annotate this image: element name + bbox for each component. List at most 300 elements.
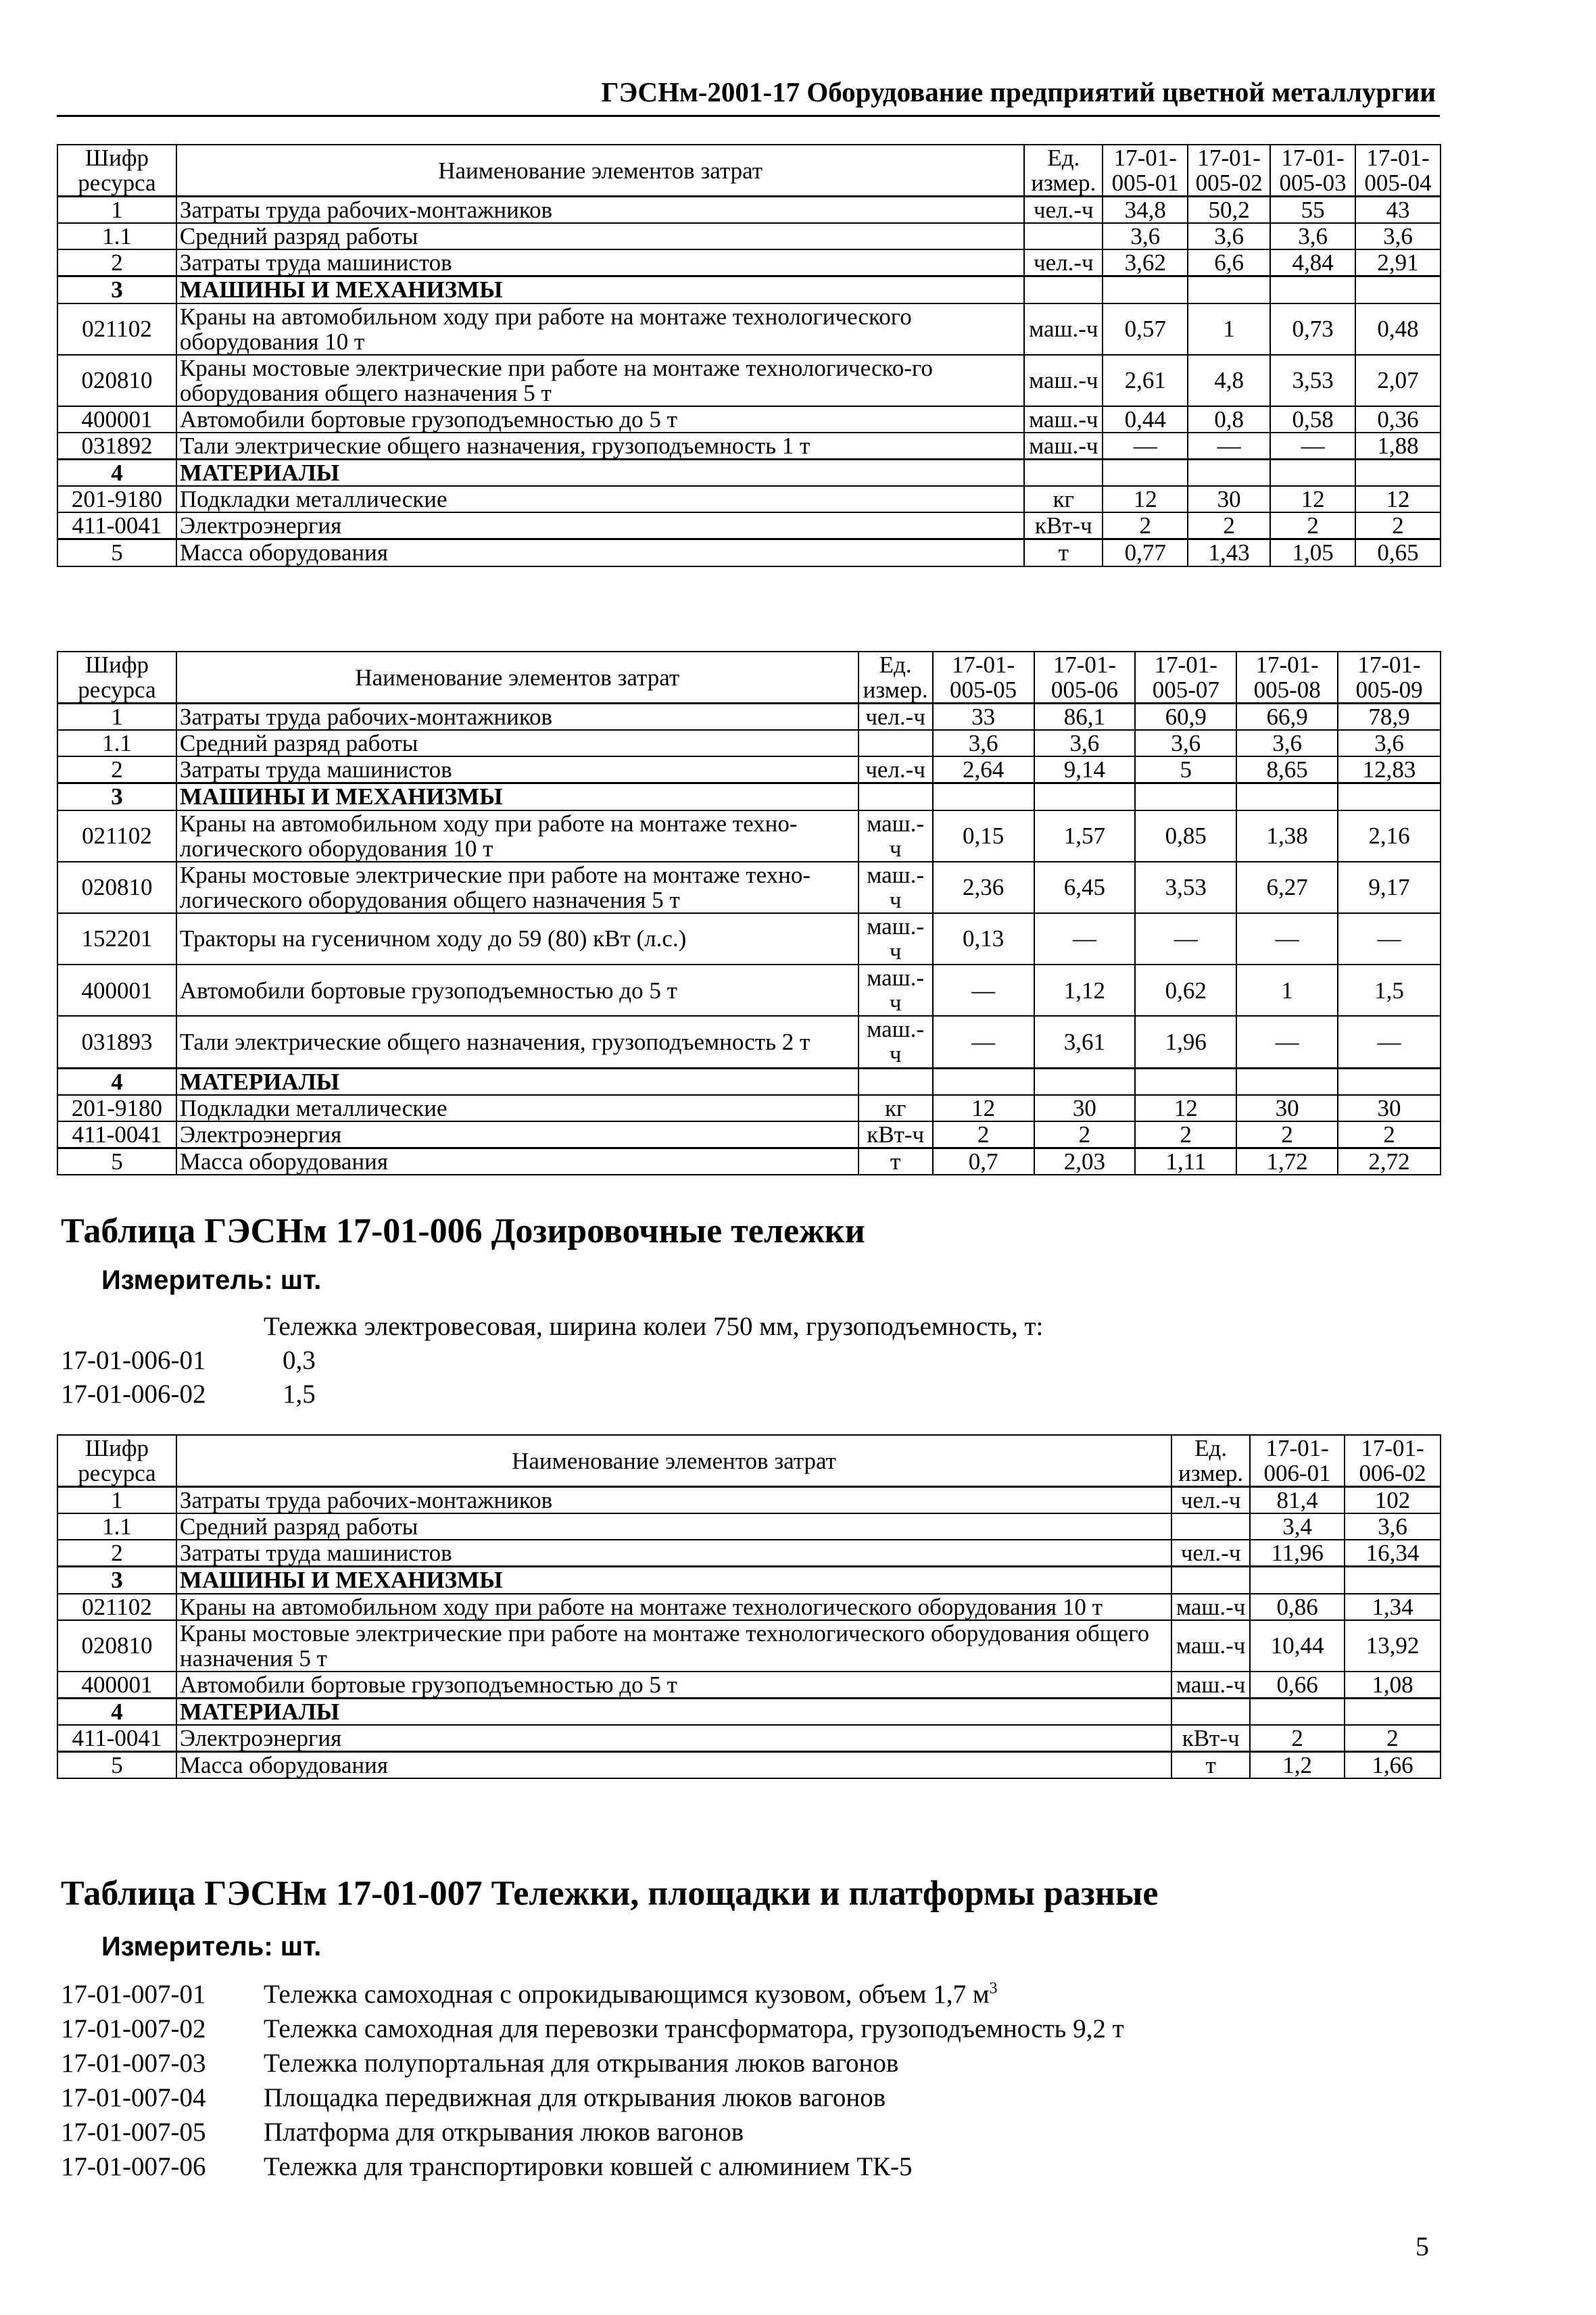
norm-value: 3,53 [1270, 355, 1355, 406]
norm-value: 0,73 [1270, 303, 1355, 355]
cost-element-name: Краны мостовые электрические при работе на монтаже техно-логического оборудования общего назначения 5 т [176, 862, 859, 913]
norm-column-header-line2: 005-08 [1253, 677, 1321, 704]
norm-value: 34,8 [1103, 197, 1188, 224]
code-header [57, 652, 176, 704]
unit-of-measure [1171, 1698, 1250, 1725]
cost-element-name: Тракторы на гусеничном ходу до 59 (80) кВт (л.с.) [176, 913, 859, 965]
norm-value: 5 [1135, 756, 1236, 783]
norm-value: 1,12 [1034, 965, 1136, 1016]
item-code: 17-01-007-01 [61, 1980, 206, 2009]
norm-column-header-line1: 17-01- [1053, 652, 1117, 678]
norm-value: 2 [1338, 1121, 1441, 1148]
resource-code: 400001 [57, 406, 176, 433]
norm-value: 0,44 [1103, 406, 1188, 433]
norm-value: — [933, 1016, 1034, 1068]
item-description [264, 2048, 898, 2078]
norm-value: 78,9 [1338, 704, 1441, 731]
norm-value: 12 [1270, 486, 1355, 512]
table-row [57, 704, 1441, 731]
table-row [57, 460, 1441, 487]
norm-value: 0,36 [1355, 406, 1441, 433]
norm-value [1236, 1068, 1338, 1095]
resource-code: 031893 [57, 1016, 176, 1068]
norm-value: 0,86 [1250, 1594, 1345, 1620]
unit-of-measure: маш.-ч [859, 862, 933, 913]
item-code: 17-01-007-06 [61, 2152, 206, 2181]
norm-value: 9,14 [1034, 756, 1136, 783]
norm-value: 3,61 [1034, 1016, 1136, 1068]
resource-code: 021102 [57, 810, 176, 862]
item-description [264, 1979, 998, 2009]
unit-of-measure: кг [859, 1095, 933, 1121]
norm-value: 1,34 [1345, 1594, 1441, 1620]
norm-value: — [933, 965, 1034, 1016]
unit-of-measure: маш.-ч [1024, 433, 1103, 460]
cost-element-name: Краны на автомобильном ходу при работе на монтаже техно-логического оборудования 10 т [176, 810, 859, 862]
norm-value: 3,62 [1103, 249, 1188, 276]
norm-value: 3,6 [1135, 730, 1236, 756]
norm-value [1355, 276, 1441, 303]
code-header [57, 145, 176, 197]
unit-of-measure: чел.-ч [1171, 1540, 1250, 1567]
name-header: Наименование элементов затрат [176, 652, 859, 704]
table-row [57, 1513, 1441, 1540]
norm-value [1034, 1068, 1136, 1095]
table-row [57, 249, 1441, 276]
norm-value: 11,96 [1250, 1540, 1345, 1567]
unit-header-line2: измер. [1178, 1460, 1244, 1487]
table-row [57, 512, 1441, 539]
item-description [264, 2151, 913, 2182]
norm-value: 0,58 [1270, 406, 1355, 433]
norm-value: 2,91 [1355, 249, 1441, 276]
norm-value: 3,6 [1034, 730, 1136, 756]
norm-value [1355, 460, 1441, 487]
name-header: Наименование элементов затрат [176, 1435, 1171, 1487]
norm-value: 16,34 [1345, 1540, 1441, 1567]
header-row [57, 145, 1441, 197]
unit-of-measure [1171, 1513, 1250, 1540]
cost-element-name: Электроэнергия [176, 1725, 1171, 1752]
item-description [264, 2014, 1124, 2044]
norm-value: 6,27 [1236, 862, 1338, 913]
table-row [57, 730, 1441, 756]
norm-value [1236, 783, 1338, 810]
cost-element-name: МАШИНЫ И МЕХАНИЗМЫ [176, 276, 1024, 303]
resource-code: 020810 [57, 1620, 176, 1672]
item-description-text: Тележка самоходная для перевозки трансформатора, грузоподъемность 9,2 т [264, 2014, 1124, 2043]
norm-value: — [1338, 913, 1441, 965]
norm-value: 86,1 [1034, 704, 1136, 731]
cost-element-name: Краны мостовые электрические при работе на монтаже технологического оборудования общего назначения 5 т [176, 1620, 1171, 1672]
cost-element-name: Масса оборудования [176, 539, 1024, 566]
norm-value: 43 [1355, 197, 1441, 224]
unit-header-line1: Ед. [879, 652, 912, 678]
code-header-line1: Шифр [84, 652, 149, 678]
item-description-text: Тележка самоходная с опрокидывающимся кузовом, объем 1,7 м [264, 1980, 990, 2009]
resource-code: 2 [57, 249, 176, 276]
section-title-006: Таблица ГЭСНм 17-01-006 Дозировочные тележки [61, 1212, 865, 1250]
cost-element-name: Автомобили бортовые грузоподъемностью до 5 т [176, 406, 1024, 433]
norm-value: 3,6 [1236, 730, 1338, 756]
norm-value: — [1270, 433, 1355, 460]
resource-code: 3 [57, 276, 176, 303]
norm-value: 2,72 [1338, 1148, 1441, 1175]
norm-value: 30 [1338, 1095, 1441, 1121]
cost-element-name: Краны на автомобильном ходу при работе на монтаже технологического оборудования 10 т [176, 303, 1024, 355]
norm-column-header-line1: 17-01- [1361, 1435, 1424, 1461]
unit-of-measure: т [1171, 1752, 1250, 1779]
running-header [57, 76, 1440, 117]
table-row [57, 355, 1441, 406]
norm-value: 12 [1103, 486, 1188, 512]
unit-of-measure: маш.-ч [1171, 1620, 1250, 1672]
cost-element-name: Подкладки металлические [176, 1095, 859, 1121]
norm-value: 1,38 [1236, 810, 1338, 862]
norm-column-header-line2: 005-07 [1152, 677, 1219, 704]
norm-column-header-line2: 006-01 [1263, 1460, 1331, 1487]
norm-value: 4,84 [1270, 249, 1355, 276]
unit-of-measure: кВт-ч [1171, 1725, 1250, 1752]
resource-table-006 [57, 1434, 1441, 1779]
norm-value: 13,92 [1345, 1620, 1441, 1672]
item-code: 17-01-007-04 [61, 2083, 206, 2112]
code-header [57, 1435, 176, 1487]
unit-header [859, 652, 933, 704]
norm-value: 2,07 [1355, 355, 1441, 406]
resource-code: 4 [57, 460, 176, 487]
norm-value: 1 [1188, 303, 1270, 355]
norm-column-header-line1: 17-01- [1357, 652, 1421, 678]
norm-value: 8,65 [1236, 756, 1338, 783]
norm-value: 2 [1270, 512, 1355, 539]
unit-of-measure [1024, 276, 1103, 303]
norm-value: 1,88 [1355, 433, 1441, 460]
table-row [57, 1620, 1441, 1672]
item-code: 17-01-006-02 [61, 1380, 206, 1409]
norm-column-header-line1: 17-01- [951, 652, 1015, 678]
norm-column-header-line2: 006-02 [1359, 1460, 1426, 1487]
table-row [57, 1672, 1441, 1699]
unit-of-measure: кг [1024, 486, 1103, 512]
norm-value: 1,43 [1188, 539, 1270, 566]
norm-value [1250, 1698, 1345, 1725]
resource-code: 020810 [57, 862, 176, 913]
norm-value: 2 [1355, 512, 1441, 539]
resource-code: 031892 [57, 433, 176, 460]
norm-value: — [1034, 913, 1136, 965]
norm-value: 3,6 [1188, 223, 1270, 249]
norm-value: 2,36 [933, 862, 1034, 913]
code-header-line2: ресурса [78, 1460, 156, 1487]
cost-element-name: Электроэнергия [176, 1121, 859, 1148]
cost-element-name: Масса оборудования [176, 1148, 859, 1175]
unit-of-measure: маш.-ч [1024, 406, 1103, 433]
norm-value [1103, 276, 1188, 303]
norm-value: 3,6 [1103, 223, 1188, 249]
norm-column-header-line1: 17-01- [1154, 652, 1217, 678]
norm-value [1250, 1567, 1345, 1594]
resource-code: 411-0041 [57, 1725, 176, 1752]
unit-of-measure: маш.-ч [1171, 1594, 1250, 1620]
norm-column-header-line2: 005-09 [1355, 677, 1423, 704]
norm-column-header-line2: 005-03 [1279, 170, 1347, 197]
norm-value [1034, 783, 1136, 810]
norm-value [933, 783, 1034, 810]
table-row [57, 197, 1441, 224]
unit-of-measure: т [859, 1148, 933, 1175]
unit-of-measure [859, 783, 933, 810]
norm-value: — [1236, 1016, 1338, 1068]
norm-column-header-line2: 005-01 [1111, 170, 1179, 197]
item-value: 0,3 [283, 1346, 316, 1375]
item-code: 17-01-006-01 [61, 1346, 206, 1375]
norm-value: 3,6 [933, 730, 1034, 756]
code-header-line2: ресурса [78, 677, 156, 704]
norm-value: 55 [1270, 197, 1355, 224]
norm-value: 2 [933, 1121, 1034, 1148]
item-description-text: Тележка для транспортировки ковшей с алюминием ТК-5 [264, 2152, 913, 2181]
resource-code: 411-0041 [57, 1121, 176, 1148]
norm-value: 102 [1345, 1487, 1441, 1514]
table-row [57, 1095, 1441, 1121]
resource-code: 4 [57, 1068, 176, 1095]
unit-header-line1: Ед. [1047, 145, 1080, 171]
norm-value: 6,6 [1188, 249, 1270, 276]
resource-code: 201-9180 [57, 486, 176, 512]
resource-code: 152201 [57, 913, 176, 965]
cost-element-name: Автомобили бортовые грузоподъемностью до 5 т [176, 1672, 1171, 1699]
norm-value: 1,66 [1345, 1752, 1441, 1779]
code-header-line2: ресурса [78, 170, 156, 197]
table-row [57, 1752, 1441, 1779]
norm-value: 3,6 [1338, 730, 1441, 756]
norm-value [1338, 1068, 1441, 1095]
resource-code: 3 [57, 783, 176, 810]
unit-of-measure: маш.-ч [1024, 355, 1103, 406]
norm-value: 2,64 [933, 756, 1034, 783]
norm-column-header-line2: 005-06 [1050, 677, 1118, 704]
resource-code: 1 [57, 197, 176, 224]
norm-column-header [1188, 145, 1270, 197]
norm-value: 1,5 [1338, 965, 1441, 1016]
norm-value: 50,2 [1188, 197, 1270, 224]
unit-of-measure: маш.-ч [859, 810, 933, 862]
table-row [57, 1540, 1441, 1567]
header-title: ГЭСНм-2001-17 Оборудование предприятий цветной металлургии [601, 76, 1436, 107]
item-description-text: Площадка передвижная для открывания люков вагонов [264, 2083, 886, 2112]
norm-column-header [933, 652, 1034, 704]
norm-column-header-line2: 005-05 [949, 677, 1017, 704]
norm-value: 0,57 [1103, 303, 1188, 355]
norm-value: 1 [1236, 965, 1338, 1016]
unit-of-measure: маш.-ч [1171, 1672, 1250, 1699]
resource-table-005-01-04 [57, 144, 1441, 567]
table-row [57, 913, 1441, 965]
resource-table-005-05-09 [57, 651, 1441, 1175]
unit-of-measure: кВт-ч [859, 1121, 933, 1148]
item-code: 17-01-007-05 [61, 2118, 206, 2147]
norm-value: 1,57 [1034, 810, 1136, 862]
unit-header-line2: измер. [1031, 170, 1096, 197]
code-header-line1: Шифр [84, 1435, 149, 1461]
norm-value: 2 [1188, 512, 1270, 539]
unit-of-measure: чел.-ч [1024, 249, 1103, 276]
resource-code: 1.1 [57, 730, 176, 756]
resource-code: 400001 [57, 1672, 176, 1699]
name-header: Наименование элементов затрат [176, 145, 1024, 197]
norm-value [1103, 460, 1188, 487]
norm-value: 1,08 [1345, 1672, 1441, 1699]
table-row [57, 862, 1441, 913]
item-code: 17-01-007-03 [61, 2049, 206, 2078]
cost-element-name: МАТЕРИАЛЫ [176, 1068, 859, 1095]
unit-of-measure [1024, 460, 1103, 487]
norm-value: 1,05 [1270, 539, 1355, 566]
norm-value: 0,48 [1355, 303, 1441, 355]
norm-value: 30 [1236, 1095, 1338, 1121]
norm-value: 2,16 [1338, 810, 1441, 862]
table-row [57, 1487, 1441, 1514]
resource-code: 020810 [57, 355, 176, 406]
norm-value [1135, 783, 1236, 810]
resource-code: 1 [57, 704, 176, 731]
norm-value: 12 [1355, 486, 1441, 512]
unit-of-measure: маш.-ч [859, 965, 933, 1016]
item-description [264, 2117, 744, 2147]
section-006-description: Тележка электровесовая, ширина колеи 750 мм, грузоподъемность, т: [264, 1312, 1044, 1341]
cost-element-name: МАТЕРИАЛЫ [176, 460, 1024, 487]
unit-of-measure: маш.-ч [859, 1016, 933, 1068]
unit-of-measure: чел.-ч [1024, 197, 1103, 224]
resource-code: 201-9180 [57, 1095, 176, 1121]
resource-code: 021102 [57, 1594, 176, 1620]
norm-value: 2 [1135, 1121, 1236, 1148]
table-row [57, 1148, 1441, 1175]
norm-value [1135, 1068, 1236, 1095]
norm-value: 2 [1103, 512, 1188, 539]
norm-value: 1,11 [1135, 1148, 1236, 1175]
cost-element-name: Краны на автомобильном ходу при работе на монтаже технологического оборудования 10 т [176, 1594, 1171, 1620]
norm-value [1338, 783, 1441, 810]
norm-value: 0,66 [1250, 1672, 1345, 1699]
cost-element-name: Автомобили бортовые грузоподъемностью до 5 т [176, 965, 859, 1016]
meter-label-007: Измеритель: шт. [101, 1932, 322, 1961]
norm-value: 2 [1236, 1121, 1338, 1148]
cost-element-name: МАТЕРИАЛЫ [176, 1698, 1171, 1725]
norm-column-header [1345, 1435, 1441, 1487]
cost-element-name: Затраты труда машинистов [176, 249, 1024, 276]
norm-column-header [1034, 652, 1136, 704]
norm-column-header-line2: 005-02 [1195, 170, 1263, 197]
cost-element-name: Подкладки металлические [176, 486, 1024, 512]
cost-element-name: Краны мостовые электрические при работе на монтаже технологическо-го оборудования общего назначения 5 т [176, 355, 1024, 406]
unit-of-measure: маш.-ч [859, 913, 933, 965]
norm-value: 30 [1034, 1095, 1136, 1121]
norm-column-header-line1: 17-01- [1113, 145, 1177, 171]
unit-of-measure: маш.-ч [1024, 303, 1103, 355]
section-title-007: Таблица ГЭСНм 17-01-007 Тележки, площадки и платформы разные [61, 1874, 1159, 1913]
norm-value [1345, 1698, 1441, 1725]
norm-column-header [1250, 1435, 1345, 1487]
norm-value: 1,2 [1250, 1752, 1345, 1779]
table-row [57, 1016, 1441, 1068]
table-row [57, 1068, 1441, 1095]
norm-column-header [1236, 652, 1338, 704]
resource-code: 2 [57, 756, 176, 783]
norm-value: 1,96 [1135, 1016, 1236, 1068]
resource-code: 1.1 [57, 1513, 176, 1540]
norm-column-header-line1: 17-01- [1366, 145, 1430, 171]
table-row [57, 539, 1441, 566]
norm-column-header-line1: 17-01- [1265, 1435, 1329, 1461]
resource-code: 5 [57, 539, 176, 566]
norm-column-header [1135, 652, 1236, 704]
resource-code: 2 [57, 1540, 176, 1567]
unit-of-measure [1171, 1567, 1250, 1594]
norm-value: 2,03 [1034, 1148, 1136, 1175]
norm-value: 0,8 [1188, 406, 1270, 433]
unit-of-measure: т [1024, 539, 1103, 566]
unit-of-measure: кВт-ч [1024, 512, 1103, 539]
norm-value: 0,7 [933, 1148, 1034, 1175]
table-row [57, 406, 1441, 433]
item-description [264, 2082, 886, 2113]
resource-code: 1 [57, 1487, 176, 1514]
unit-of-measure: чел.-ч [1171, 1487, 1250, 1514]
norm-column-header-line2: 005-04 [1364, 170, 1432, 197]
header-row [57, 652, 1441, 704]
table-row [57, 810, 1441, 862]
norm-value: 0,77 [1103, 539, 1188, 566]
item-value: 1,5 [283, 1380, 316, 1409]
unit-of-measure: чел.-ч [859, 704, 933, 731]
table-row [57, 276, 1441, 303]
norm-value: — [1188, 433, 1270, 460]
resource-code: 411-0041 [57, 512, 176, 539]
norm-column-header [1103, 145, 1188, 197]
header-row [57, 1435, 1441, 1487]
norm-value: 2 [1345, 1725, 1441, 1752]
norm-value: 3,6 [1355, 223, 1441, 249]
norm-value: 3,6 [1345, 1513, 1441, 1540]
cost-element-name: Тали электрические общего назначения, грузоподъемность 1 т [176, 433, 1024, 460]
norm-value: — [1103, 433, 1188, 460]
table-row [57, 433, 1441, 460]
norm-value [1270, 460, 1355, 487]
table-row [57, 1567, 1441, 1594]
resource-code: 021102 [57, 303, 176, 355]
cost-element-name: Средний разряд работы [176, 1513, 1171, 1540]
table-row [57, 1698, 1441, 1725]
norm-value: 9,17 [1338, 862, 1441, 913]
unit-of-measure [859, 1068, 933, 1095]
page-number: 5 [1416, 2231, 1429, 2262]
norm-value [1188, 276, 1270, 303]
norm-value: 6,45 [1034, 862, 1136, 913]
norm-value: 12 [933, 1095, 1034, 1121]
norm-value: 10,44 [1250, 1620, 1345, 1672]
item-description-text: Тележка полупортальная для открывания люков вагонов [264, 2049, 899, 2078]
cost-element-name: Средний разряд работы [176, 223, 1024, 249]
norm-value: 1,72 [1236, 1148, 1338, 1175]
resource-code: 3 [57, 1567, 176, 1594]
cost-element-name: Тали электрические общего назначения, грузоподъемность 2 т [176, 1016, 859, 1068]
cost-element-name: Электроэнергия [176, 512, 1024, 539]
cost-element-name: МАШИНЫ И МЕХАНИЗМЫ [176, 783, 859, 810]
norm-value: 0,13 [933, 913, 1034, 965]
norm-value: 12,83 [1338, 756, 1441, 783]
